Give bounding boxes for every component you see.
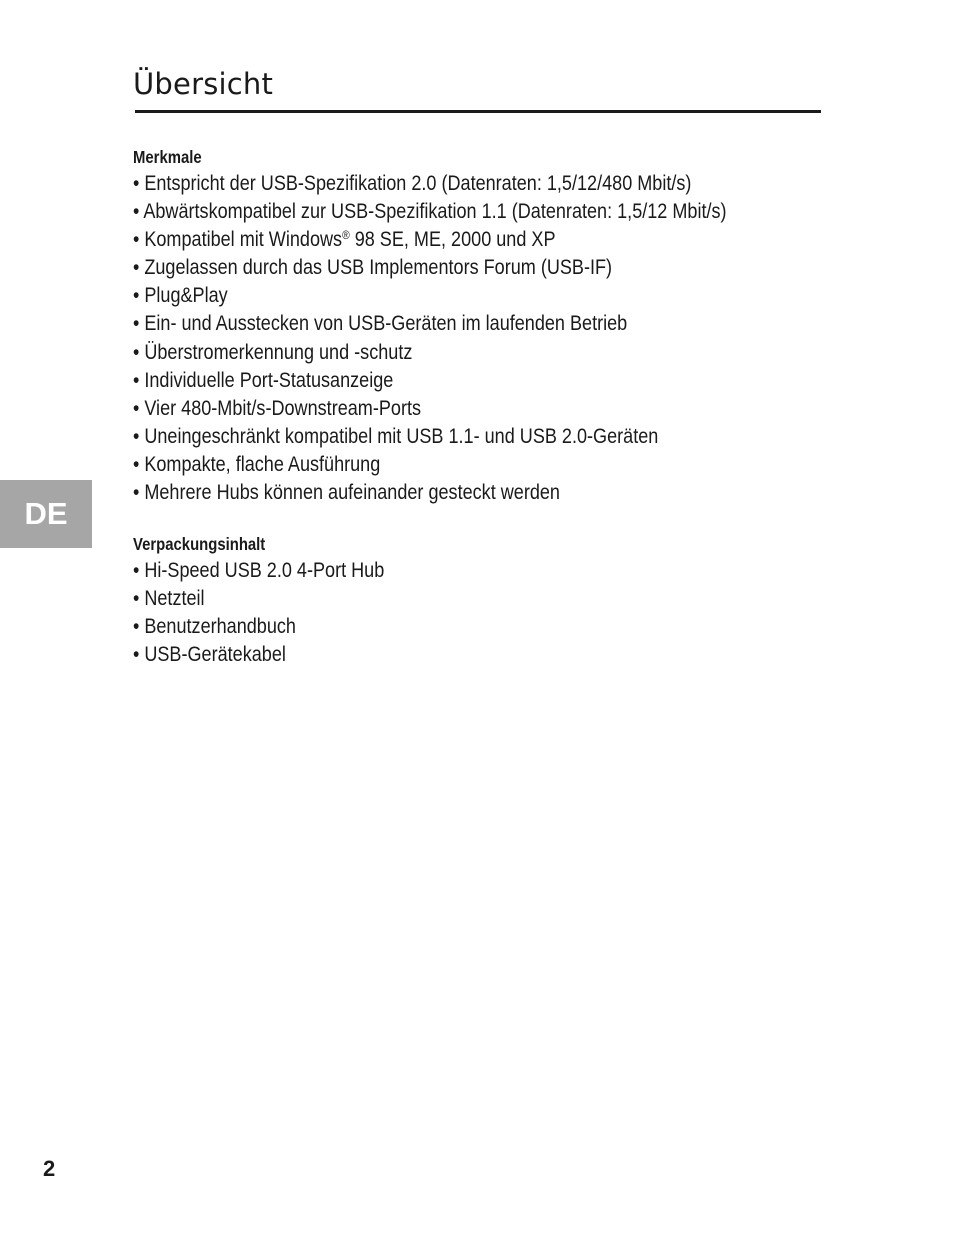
list-item: [133, 226, 735, 254]
list-item: • Vier 480-Mbit/s-Downstream-Ports: [133, 396, 422, 420]
list-item: • Überstromerkennung und -schutz: [133, 340, 413, 364]
package-contents-list: [133, 557, 833, 669]
title-divider: [135, 110, 821, 113]
list-item: • Benutzerhandbuch: [133, 615, 296, 639]
list-item: • Ein- und Ausstecken von USB-Geräten im laufenden Betrieb: [133, 312, 628, 336]
features-heading: Merkmale: [133, 147, 202, 167]
list-item-text: • Kompatibel mit Windows: [133, 228, 343, 252]
content-area: [133, 145, 833, 670]
list-item: • Uneingeschränkt kompatibel mit USB 1.1- und USB 2.0-Geräten: [133, 424, 659, 448]
list-item: • Mehrere Hubs können aufeinander gesteckt werden: [133, 481, 560, 505]
list-item-text: 98 SE, ME, 2000 und XP: [349, 228, 556, 252]
package-contents-heading: Verpackungsinhalt: [133, 534, 266, 555]
list-item: • Zugelassen durch das USB Implementors Forum (USB-IF): [133, 256, 613, 280]
language-tab: DE: [0, 480, 92, 548]
list-item: • Kompakte, flache Ausführung: [133, 452, 381, 476]
registered-mark: ®: [342, 228, 350, 243]
list-item: • Individuelle Port-Statusanzeige: [133, 368, 394, 392]
list-item: • Netzteil: [133, 587, 205, 611]
features-list: [133, 170, 833, 507]
list-item: • Entspricht der USB-Spezifikation 2.0 (Datenraten: 1,5/12/480 Mbit/s): [133, 172, 692, 195]
list-item: • Abwärtskompatibel zur USB-Spezifikation 1.1 (Datenraten: 1,5/12 Mbit/s): [133, 200, 727, 224]
list-item: • Plug&Play: [133, 284, 228, 308]
page-title: Übersicht: [133, 67, 274, 101]
page-number: 2: [43, 1156, 56, 1181]
section-spacer: [133, 507, 833, 532]
list-item: • USB-Gerätekabel: [133, 643, 286, 667]
list-item: • Hi-Speed USB 2.0 4-Port Hub: [133, 559, 385, 583]
